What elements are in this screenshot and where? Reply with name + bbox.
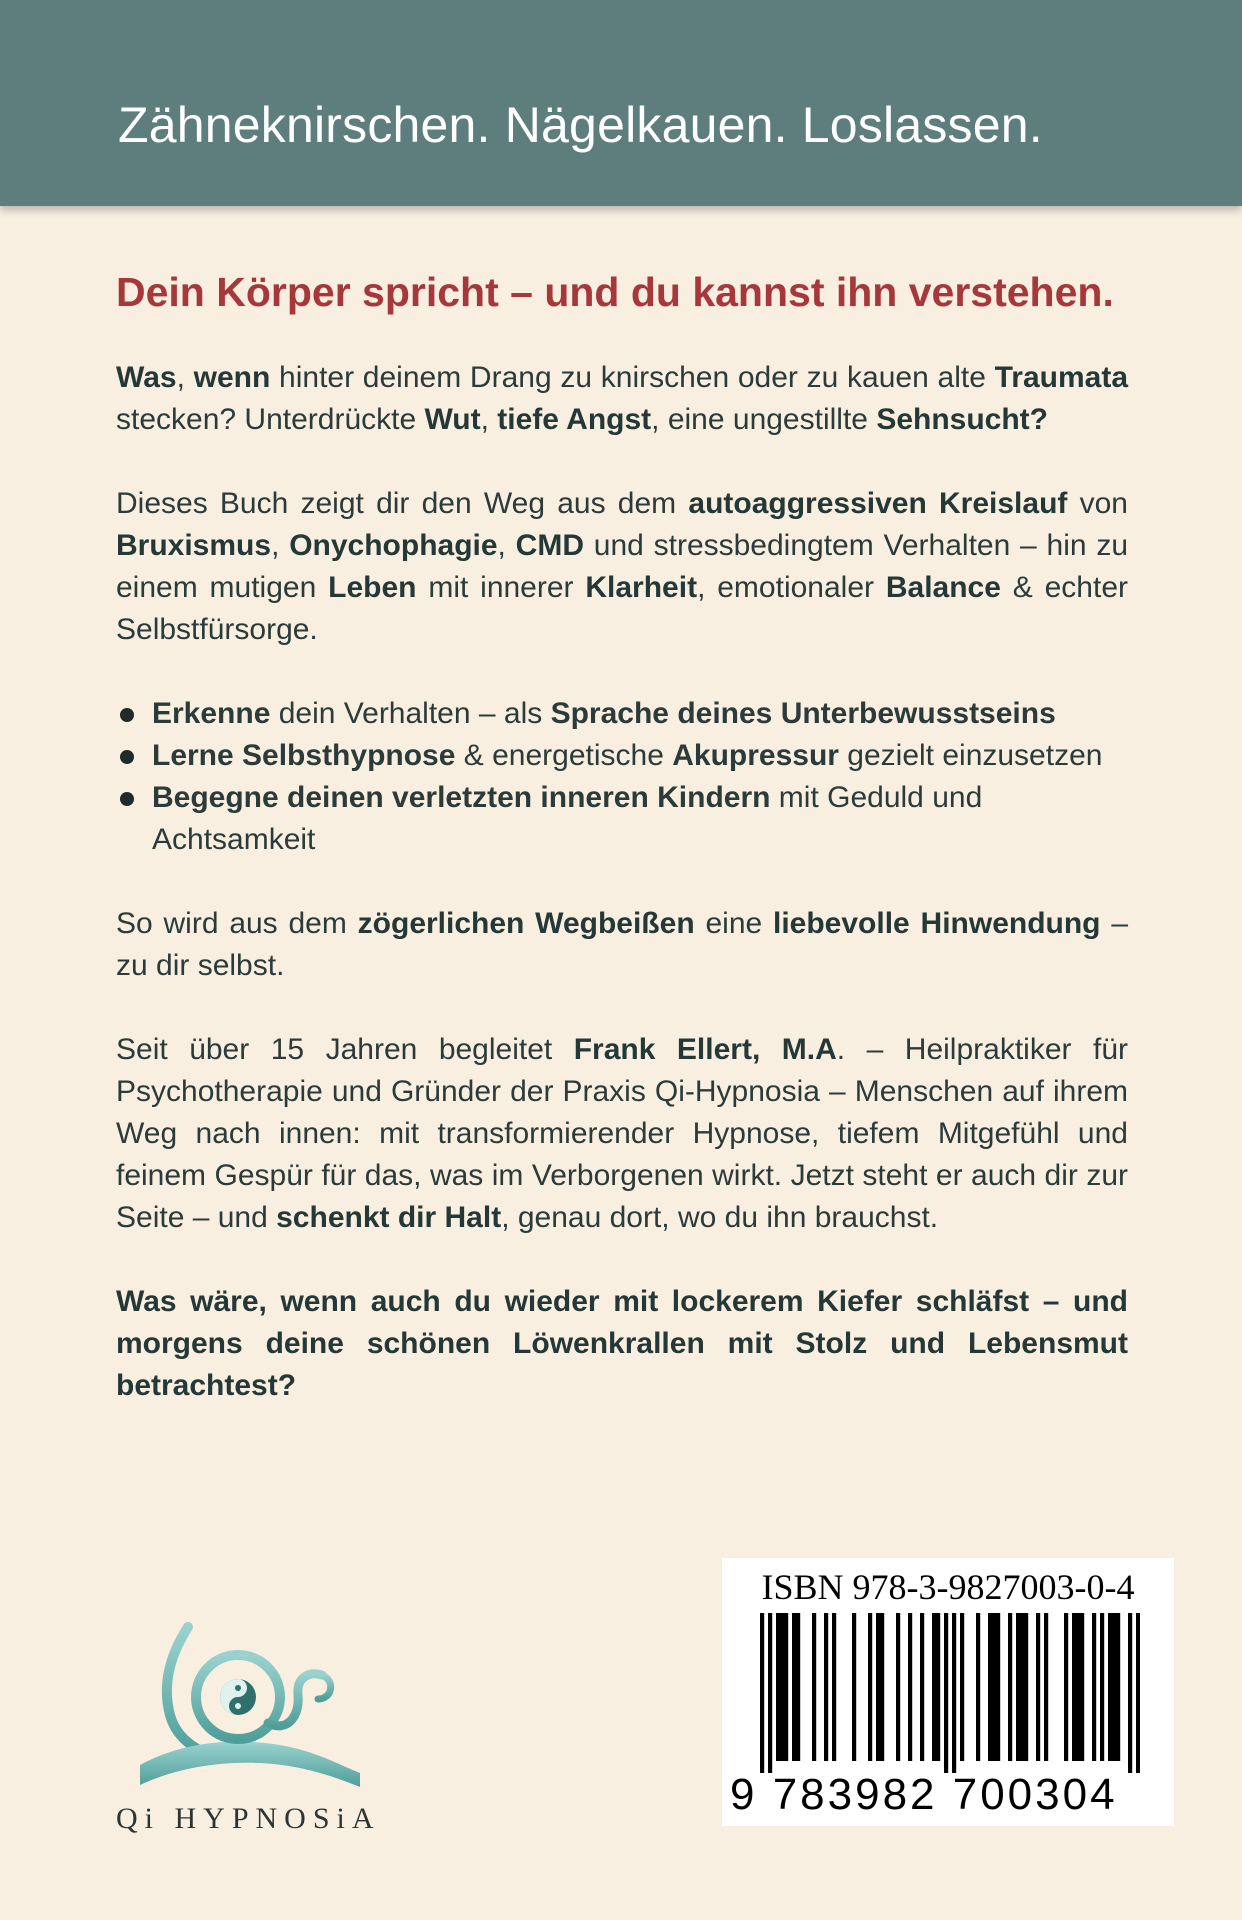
header-band (0, 0, 1242, 206)
barcode-bar (1128, 1613, 1132, 1773)
barcode-bar (876, 1613, 880, 1761)
barcode-bar (776, 1613, 780, 1761)
barcode-bar (996, 1613, 1000, 1761)
isbn-barcode-box (722, 1558, 1174, 1826)
barcode-bar (880, 1613, 884, 1761)
barcode-bar (1112, 1613, 1116, 1761)
list-item: Lerne Selbsthypnose & energetische Akupressur gezielt einzusetzen (116, 735, 1128, 777)
barcode-bar (908, 1613, 912, 1761)
barcode-bar (780, 1613, 784, 1761)
blurb-content (116, 268, 1128, 1449)
barcode-bar (796, 1613, 800, 1761)
paragraph-author-bio: Seit über 15 Jahren begleitet Frank Ellert, M.A. – Heilpraktiker für Psychotherapie und Gründer der Praxis Qi-Hypnosia – Menschen auf ihrem Weg nach innen: mit transformierender Hypnose, tiefem Mitgefühl und feinem Gespür für das, was im Verborgenen wirkt. Jetzt steht er auch dir zur Seite – und schenkt dir Halt, genau dort, wo du ihn brauchst. (116, 1033, 1129, 1235)
barcode-bar (792, 1613, 796, 1761)
barcode-bar (868, 1613, 872, 1761)
barcode-bar (1080, 1613, 1084, 1761)
header-title: Zähneknirschen. Nägelkauen. Loslassen. (118, 97, 1043, 153)
logo-text: Qi HYPNOSiA (116, 1802, 381, 1835)
paragraph-book-description: Dieses Buch zeigt dir den Weg aus dem autoaggressiven Kreislauf von Bruxismus, Onychophagie, CMD und stressbedingtem Verhalten – hin zu einem mutigen Leben mit innerer Klarheit, emotionaler Balance & echter Selbstfürsorge. (116, 487, 1129, 647)
paragraph-closing-question: Was wäre, wenn auch du wieder mit lockerem Kiefer schläfst – und morgens deine schönen Löwenkrallen mit Stolz und Lebensmut betrachtest? (116, 1285, 1128, 1403)
list-item: Begegne deinen verletzten inneren Kindern mit Geduld und Achtsamkeit (116, 777, 1128, 861)
barcode-bar (1116, 1613, 1120, 1761)
barcode-bar (824, 1613, 828, 1761)
barcode-bar (896, 1613, 900, 1761)
barcode-bar (1036, 1613, 1040, 1761)
barcode-bar (760, 1613, 764, 1773)
barcode-bar (1072, 1613, 1076, 1761)
barcode-bar (832, 1613, 836, 1761)
paragraph-transformation: So wird aus dem zögerlichen Wegbeißen eine liebevolle Hinwendung – zu dir selbst. (116, 907, 1129, 983)
barcode-bar (932, 1613, 936, 1761)
barcode-bar (952, 1613, 956, 1773)
subheadline: Dein Körper spricht – und du kannst ihn verstehen. (116, 269, 1114, 315)
barcode-bar (1100, 1613, 1104, 1761)
barcode-bar (1016, 1613, 1020, 1761)
qi-hypnosia-logo-icon (110, 1615, 380, 1800)
barcode-bar (976, 1613, 980, 1761)
barcode-bar (1136, 1613, 1140, 1773)
barcode-bar (920, 1613, 924, 1761)
barcode-bar (1092, 1613, 1096, 1761)
barcode (760, 1613, 1140, 1773)
barcode-bar (812, 1613, 816, 1761)
barcode-bar (852, 1613, 856, 1761)
barcode-bar (1076, 1613, 1080, 1761)
barcode-digits: 9 783982 700304 (730, 1770, 1118, 1819)
barcode-bar (768, 1613, 772, 1773)
barcode-bar (960, 1613, 964, 1761)
barcode-bar (992, 1613, 996, 1761)
barcode-bar (988, 1613, 992, 1761)
paragraph-intro: Was, wenn hinter deinem Drang zu knirschen oder zu kauen alte Traumata stecken? Unterdrückte Wut, tiefe Angst, eine ungestillte Sehnsucht? (116, 361, 1128, 437)
barcode-bar (936, 1613, 940, 1761)
barcode-bar (1008, 1613, 1012, 1761)
benefit-list (116, 693, 1128, 861)
barcode-bar (784, 1613, 788, 1761)
barcode-bar (1044, 1613, 1048, 1761)
isbn-label: ISBN 978-3-9827003-0-4 (761, 1567, 1135, 1607)
barcode-bar (1020, 1613, 1024, 1761)
list-item: Erkenne dein Verhalten – als Sprache deines Unterbewusstseins (116, 693, 1128, 735)
barcode-bar (1024, 1613, 1028, 1761)
barcode-bar (1064, 1613, 1068, 1761)
barcode-bar (944, 1613, 948, 1773)
barcode-bar (1108, 1613, 1112, 1761)
